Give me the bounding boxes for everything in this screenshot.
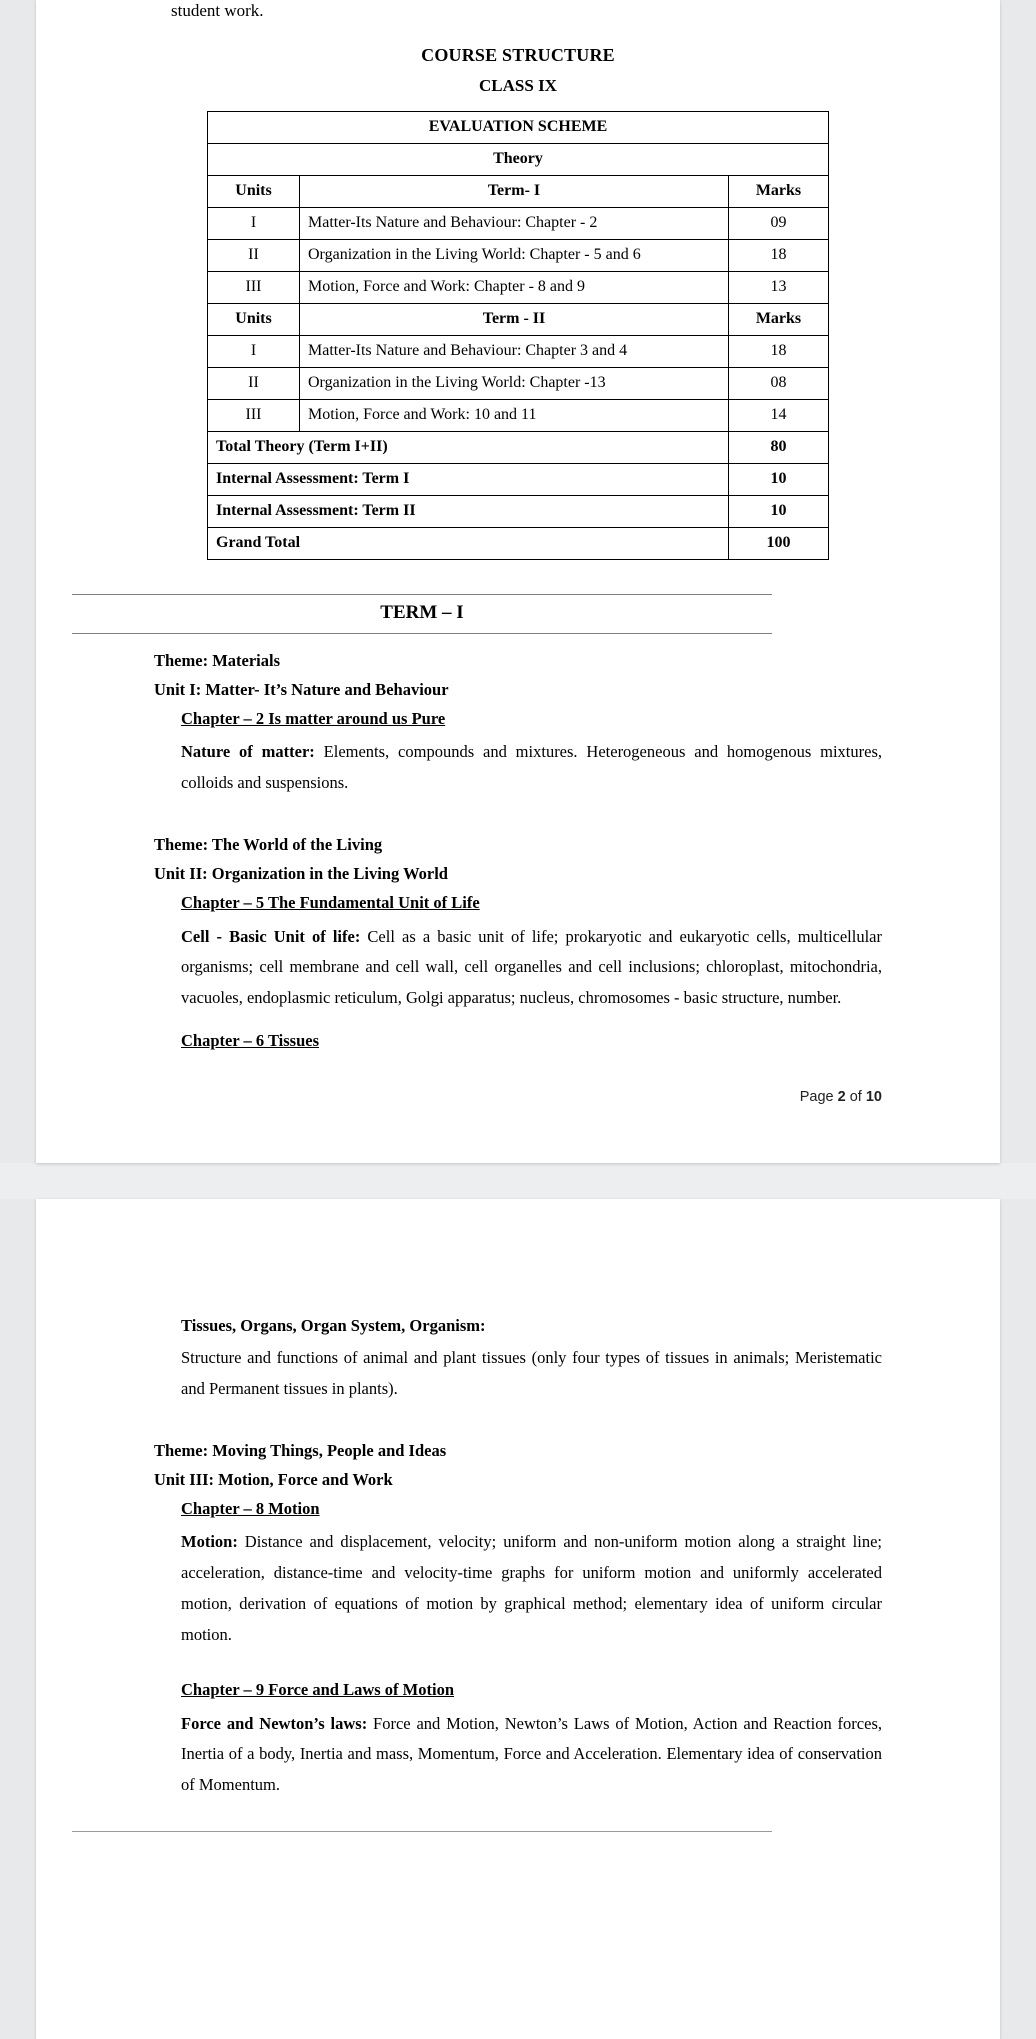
summary-label: Internal Assessment: Term II — [208, 495, 729, 527]
evaluation-scheme-table — [207, 111, 829, 560]
table-row — [208, 111, 829, 143]
theme-label: Theme: The World of the Living — [154, 835, 383, 855]
document-page-1 — [36, 0, 1000, 1163]
section-paragraph — [181, 922, 882, 1014]
table-row — [208, 495, 829, 527]
marks-cell: 08 — [729, 367, 829, 399]
table-row — [208, 239, 829, 271]
summary-marks: 100 — [729, 527, 829, 559]
unit-cell: I — [208, 335, 300, 367]
document-page-2 — [36, 1199, 1000, 2039]
section-tissues — [154, 1312, 882, 1404]
chapter-heading: Chapter – 6 Tissues — [181, 1030, 319, 1050]
table-row — [208, 431, 829, 463]
term2-header: Term - II — [300, 303, 729, 335]
marks-cell: 18 — [729, 335, 829, 367]
section-materials — [154, 647, 882, 799]
section-paragraph — [181, 1527, 882, 1650]
units-header-term2: Units — [208, 303, 300, 335]
table-row — [208, 143, 829, 175]
tissues-heading: Tissues, Organs, Organ System, Organism: — [181, 1316, 486, 1336]
table-row — [208, 335, 829, 367]
paragraph-lead: Force and Newton’s laws: — [181, 1713, 368, 1733]
theme-label: Theme: Materials — [154, 650, 280, 670]
chapter-heading-wrap — [154, 889, 882, 919]
bottom-divider — [72, 1831, 772, 1832]
section-force-laws — [154, 1676, 882, 1800]
page-title: COURSE STRUCTURE — [421, 44, 615, 65]
table-row — [208, 367, 829, 399]
chapter-heading-wrap — [154, 1676, 882, 1706]
paragraph-text: Elements, compounds and mixtures. Heterogeneous and homogenous mixtures, colloids and suspensions. — [181, 742, 882, 792]
theory-header: Theory — [208, 143, 829, 175]
footer-total-pages: 10 — [865, 1089, 882, 1106]
marks-cell: 14 — [729, 399, 829, 431]
summary-marks: 80 — [729, 431, 829, 463]
paragraph-text: Force and Motion, Newton’s Laws of Motion, Action and Reaction forces, Inertia of a body, Inertia and mass, Momentum, Force and Acceleration. Elementary idea of conservation of Momentum. — [181, 1713, 882, 1794]
marks-cell: 09 — [729, 207, 829, 239]
summary-marks: 10 — [729, 463, 829, 495]
marks-cell: 13 — [729, 271, 829, 303]
marks-header-term2: Marks — [729, 303, 829, 335]
unit-label: Unit II: Organization in the Living World — [154, 864, 448, 884]
summary-label: Grand Total — [208, 527, 729, 559]
units-header-term1: Units — [208, 175, 300, 207]
table-row — [208, 463, 829, 495]
chapter-heading: Chapter – 5 The Fundamental Unit of Life — [181, 893, 480, 913]
description-cell: Organization in the Living World: Chapter -13 — [300, 367, 729, 399]
marks-header-term1: Marks — [729, 175, 829, 207]
top-text-fragment: student work. — [171, 1, 264, 20]
section-motion — [154, 1437, 882, 1650]
paragraph-lead: Motion: — [181, 1532, 238, 1552]
table-row — [208, 527, 829, 559]
marks-cell: 18 — [729, 239, 829, 271]
paragraph-text: Cell as a basic unit of life; prokaryotic and eukaryotic cells, multicellular organisms; cell membrane and cell wall, cell organelles and cell inclusions; chloroplast, mitochondria, vacuoles, endoplasmic reticulum, Golgi apparatus; nucleus, chromosomes - basic structure, number. — [181, 926, 882, 1007]
chapter-heading-wrap — [154, 1495, 882, 1525]
section-world-of-living — [154, 831, 882, 1013]
unit-label: Unit I: Matter- It’s Nature and Behaviour — [154, 679, 449, 699]
table-row — [208, 175, 829, 207]
description-cell: Organization in the Living World: Chapter - 5 and 6 — [300, 239, 729, 271]
trailing-chapter-wrap — [154, 1027, 882, 1057]
description-cell: Matter-Its Nature and Behaviour: Chapter - 2 — [300, 207, 729, 239]
theme-label: Theme: Moving Things, People and Ideas — [154, 1441, 447, 1461]
paragraph-text: Distance and displacement, velocity; uniform and non-uniform motion along a straight line; acceleration, distance-time and velocity-time graphs for uniform motion and uniformly accelerated motion, derivation of equations of motion by graphical method; elementary idea of uniform circular motion. — [181, 1532, 882, 1644]
chapter-heading: Chapter – 9 Force and Laws of Motion — [181, 1680, 455, 1700]
summary-marks: 10 — [729, 495, 829, 527]
paragraph-lead: Cell - Basic Unit of life: — [181, 926, 361, 946]
tissues-paragraph: Structure and functions of animal and plant tissues (only four types of tissues in animals; Meristematic and Permanent tissues in plants). — [181, 1347, 882, 1398]
chapter-heading: Chapter – 8 Motion — [181, 1499, 320, 1519]
unit-cell: II — [208, 367, 300, 399]
footer-prefix: Page — [799, 1089, 838, 1106]
summary-label: Internal Assessment: Term I — [208, 463, 729, 495]
footer-middle: of — [845, 1089, 866, 1106]
summary-label: Total Theory (Term I+II) — [208, 431, 729, 463]
table-row — [208, 399, 829, 431]
table-row — [208, 207, 829, 239]
term-banner: TERM – I — [72, 594, 772, 634]
table-row — [208, 303, 829, 335]
chapter-heading-wrap — [154, 705, 882, 735]
footer-current-page: 2 — [837, 1089, 846, 1106]
section-paragraph — [181, 1709, 882, 1801]
unit-cell: I — [208, 207, 300, 239]
description-cell: Motion, Force and Work: Chapter - 8 and 9 — [300, 271, 729, 303]
unit-cell: III — [208, 271, 300, 303]
term1-header: Term- I — [300, 175, 729, 207]
chapter-heading: Chapter – 2 Is matter around us Pure — [181, 708, 446, 728]
description-cell: Motion, Force and Work: 10 and 11 — [300, 399, 729, 431]
page-separator — [0, 1163, 1036, 1199]
table-row — [208, 271, 829, 303]
description-cell: Matter-Its Nature and Behaviour: Chapter 3 and 4 — [300, 335, 729, 367]
unit-cell: III — [208, 399, 300, 431]
evaluation-scheme-header: EVALUATION SCHEME — [208, 111, 829, 143]
unit-label: Unit III: Motion, Force and Work — [154, 1470, 393, 1490]
page-subtitle: CLASS IX — [479, 75, 557, 95]
page-footer — [154, 1089, 882, 1105]
unit-cell: II — [208, 239, 300, 271]
paragraph-lead: Nature of matter: — [181, 742, 315, 762]
section-paragraph — [181, 737, 882, 798]
